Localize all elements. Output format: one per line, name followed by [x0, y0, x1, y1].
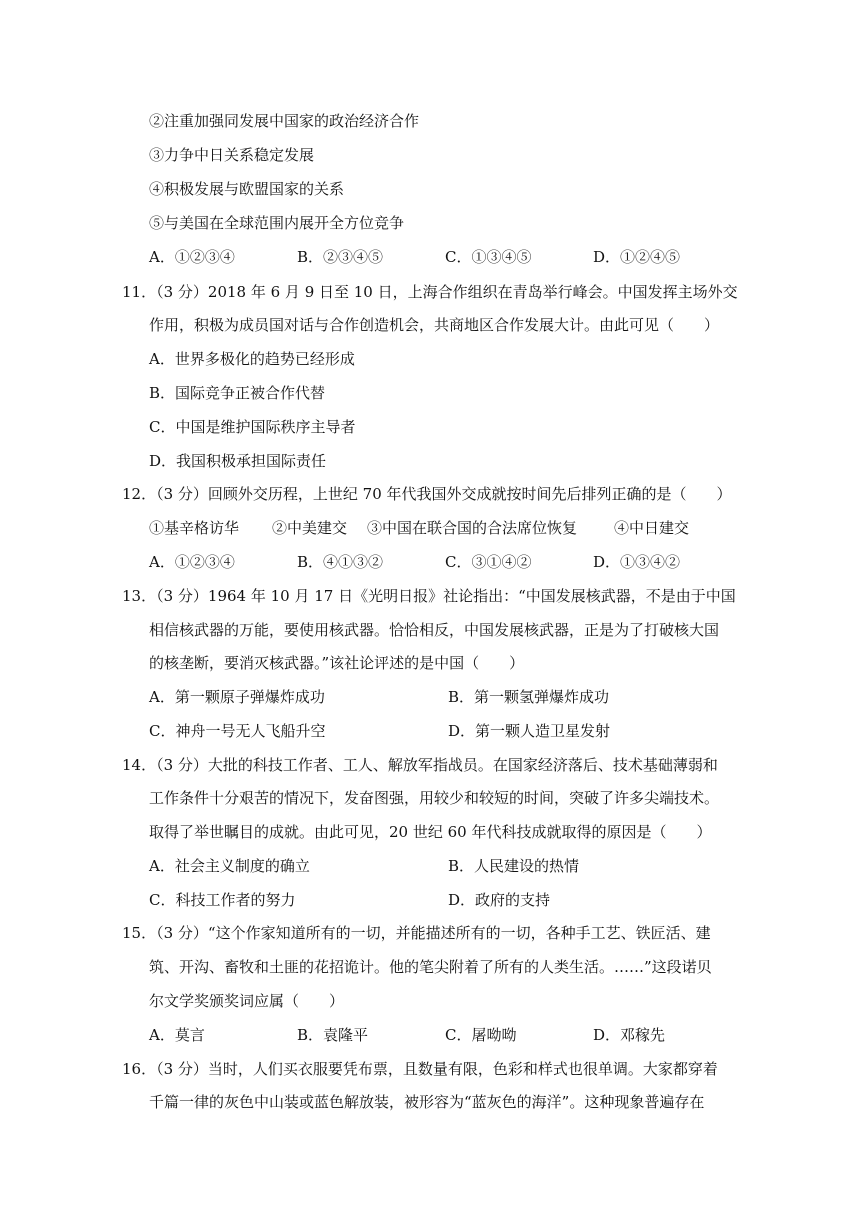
q15-option-a: A．莫言 — [149, 1026, 205, 1044]
q10-option-a: A．①②③④ — [149, 248, 235, 266]
q12-item-1: ①基辛格访华 — [149, 519, 240, 537]
q10-option-b: B．②③④⑤ — [297, 248, 384, 266]
q15-option-c: C．屠呦呦 — [445, 1026, 517, 1044]
q12-option-a: A．①②③④ — [149, 553, 235, 571]
q11-option-a: A．世界多极化的趋势已经形成 — [149, 350, 355, 368]
q15-option-b: B．袁隆平 — [297, 1026, 369, 1044]
q12-item-4: ④中日建交 — [614, 519, 690, 537]
q11-option-c: C．中国是维护国际秩序主导者 — [149, 418, 356, 436]
q14-stem-line-3: 取得了举世瞩目的成就。由此可见，20 世纪 60 年代科技成就取得的原因是（ ） — [149, 823, 712, 841]
q15-stem-line-2: 筑、开沟、畜牧和土匪的花招诡计。他的笔尖附着了所有的人类生活。……”这段诺贝 — [149, 958, 712, 976]
q12-option-d: D．①③④② — [593, 553, 681, 571]
q13-stem-line-2: 相信核武器的万能，要使用核武器。恰恰相反，中国发展核武器，正是为了打破核大国 — [149, 621, 720, 639]
q14-option-d: D．政府的支持 — [448, 891, 551, 909]
q14-option-b: B．人民建设的热情 — [448, 857, 580, 875]
q10-statement-3: ③力争中日关系稳定发展 — [149, 146, 315, 164]
q12-option-b: B．④①③② — [297, 553, 384, 571]
q13-option-c: C．神舟一号无人飞船升空 — [149, 722, 326, 740]
q12-item-3: ③中国在联合国的合法席位恢复 — [367, 519, 578, 537]
q15-option-d: D．邓稼先 — [593, 1026, 666, 1044]
q16-stem-line-1: 16．（3 分）当时，人们买衣服要凭布票，且数量有限，色彩和样式也很单调。大家都穿着 — [122, 1060, 718, 1078]
q10-option-c: C．①③④⑤ — [445, 248, 532, 266]
q11-stem-line-1: 11．（3 分）2018 年 6 月 9 日至 10 日，上海合作组织在青岛举行峰会。中国发挥主场外交 — [122, 283, 738, 301]
q11-option-d: D．我国积极承担国际责任 — [149, 452, 327, 470]
q14-option-a: A．社会主义制度的确立 — [149, 857, 310, 875]
q13-option-b: B．第一颗氢弹爆炸成功 — [448, 688, 610, 706]
q16-stem-line-2: 千篇一律的灰色中山装或蓝色解放装，被形容为“蓝灰色的海洋”。这种现象普遍存在 — [149, 1093, 705, 1111]
q10-statement-5: ⑤与美国在全球范围内展开全方位竞争 — [149, 214, 405, 232]
q15-stem-line-3: 尔文学奖颁奖词应属（ ） — [149, 992, 345, 1010]
q10-statement-2: ②注重加强同发展中国家的政治经济合作 — [149, 112, 420, 130]
q13-option-d: D．第一颗人造卫星发射 — [448, 722, 611, 740]
q12-option-c: C．③①④② — [445, 553, 532, 571]
q10-option-d: D．①②④⑤ — [593, 248, 681, 266]
q13-stem-line-1: 13．（3 分）1964 年 10 月 17 日《光明日报》社论指出：“中国发展核武器，不是由于中国 — [122, 587, 736, 605]
q13-stem-line-3: 的核垄断，要消灭核武器。”该社论评述的是中国（ ） — [149, 654, 525, 672]
q14-stem-line-2: 工作条件十分艰苦的情况下，发奋图强，用较少和较短的时间，突破了许多尖端技术。 — [149, 789, 720, 807]
q15-stem-line-1: 15．（3 分）“这个作家知道所有的一切，并能描述所有的一切，各种手工艺、铁匠活、建 — [122, 924, 711, 942]
q11-stem-line-2: 作用，积极为成员国对话与合作创造机会，共商地区合作发展大计。由此可见（ ） — [149, 316, 720, 334]
q12-item-2: ②中美建交 — [272, 519, 348, 537]
q14-option-c: C．科技工作者的努力 — [149, 891, 296, 909]
q12-stem-line-1: 12．（3 分）回顾外交历程，上世纪 70 年代我国外交成就按时间先后排列正确的是（ ） — [122, 485, 732, 503]
q14-stem-line-1: 14．（3 分）大批的科技工作者、工人、解放军指战员。在国家经济落后、技术基础薄弱和 — [122, 756, 718, 774]
q11-option-b: B．国际竞争正被合作代替 — [149, 384, 326, 402]
q10-statement-4: ④积极发展与欧盟国家的关系 — [149, 180, 345, 198]
q13-option-a: A．第一颗原子弹爆炸成功 — [149, 688, 325, 706]
